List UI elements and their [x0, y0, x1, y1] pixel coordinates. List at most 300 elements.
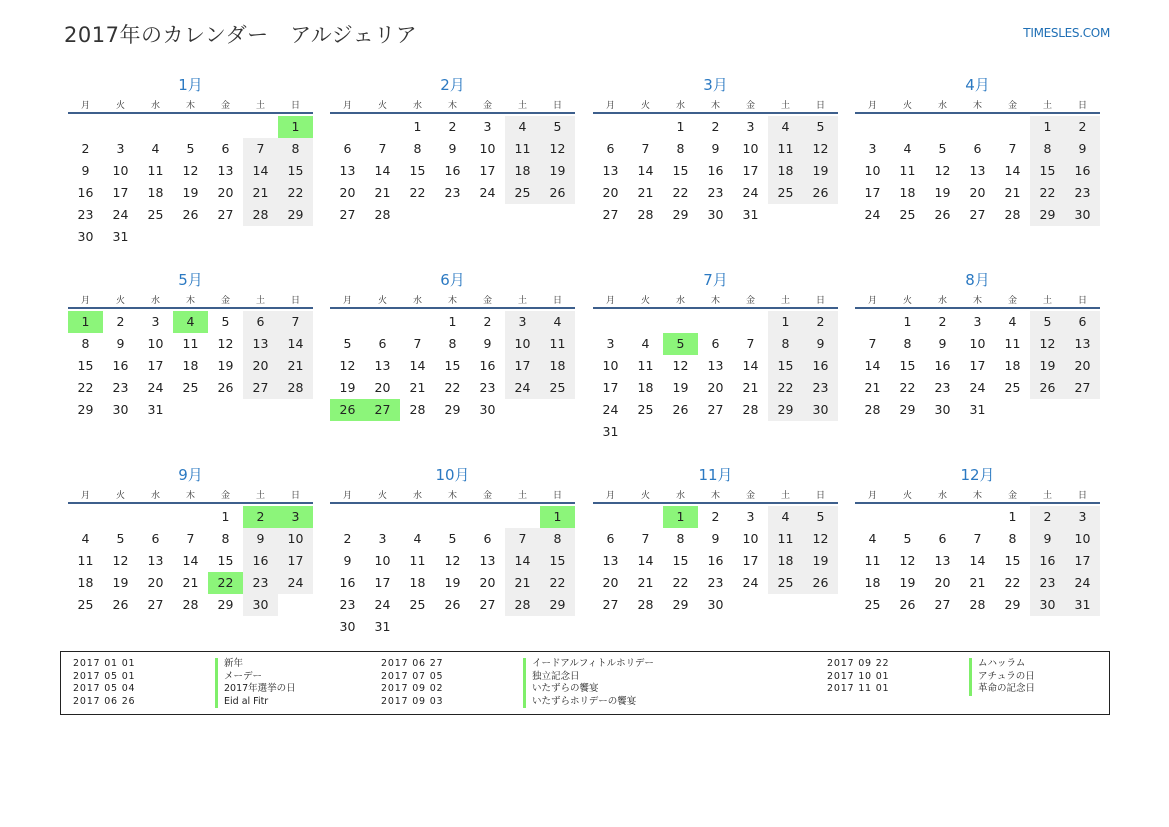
day-cell: 28	[243, 204, 278, 226]
day-cell: 22	[672, 575, 689, 590]
day-cell: 12	[182, 163, 199, 178]
empty-cell	[593, 311, 628, 333]
day-cell: 4	[641, 336, 650, 351]
month-name: 6月	[440, 271, 465, 289]
day-cell: 20	[479, 575, 496, 590]
day-cell: 14	[409, 358, 426, 373]
empty-cell	[628, 116, 663, 138]
weekday-label: 水	[675, 295, 685, 306]
day-cell: 25	[637, 402, 654, 417]
weekday-label: 日	[815, 100, 825, 111]
day-cell: 12	[803, 528, 838, 550]
weekday-label: 金	[745, 490, 755, 501]
legend-item	[369, 658, 654, 671]
weekday-label: 火	[902, 295, 912, 306]
day-cell: 29	[217, 597, 234, 612]
legend-item	[61, 696, 296, 709]
weekday-label: 月	[605, 295, 615, 306]
day-cell: 24	[742, 185, 759, 200]
empty-cell	[663, 311, 698, 333]
day-cell: 28	[742, 402, 759, 417]
day-cell: 7	[868, 336, 877, 351]
month-name: 12月	[960, 466, 995, 484]
day-cell: 25	[540, 377, 575, 399]
day-cell: 21	[182, 575, 199, 590]
day-cell: 22	[540, 572, 575, 594]
day-cell: 8	[676, 141, 685, 156]
day-cell: 3	[746, 119, 755, 134]
weekday-header	[330, 486, 575, 504]
day-cell: 16	[1030, 550, 1065, 572]
day-cell: 10	[1065, 528, 1100, 550]
day-cell: 16	[444, 163, 461, 178]
month-name: 3月	[703, 76, 728, 94]
day-cell: 28	[182, 597, 199, 612]
day-cell: 24	[278, 572, 313, 594]
empty-cell	[365, 116, 400, 138]
day-cell: 9	[81, 163, 90, 178]
day-cell: 23	[1065, 182, 1100, 204]
month-block	[330, 269, 575, 421]
empty-cell	[995, 116, 1030, 138]
day-cell: 8	[1030, 138, 1065, 160]
day-cell: 25	[182, 380, 199, 395]
day-cell: 10	[742, 141, 759, 156]
day-cell: 10	[147, 336, 164, 351]
weekday-header	[855, 486, 1100, 504]
day-cell: 17	[602, 380, 619, 395]
weekday-label: 月	[867, 490, 877, 501]
weekday-header	[330, 291, 575, 309]
day-cell: 1	[768, 311, 803, 333]
day-cell: 16	[479, 358, 496, 373]
day-cell: 20	[602, 575, 619, 590]
day-cell: 18	[1004, 358, 1021, 373]
weekday-label: 土	[1042, 295, 1052, 306]
day-cell: 1	[1030, 116, 1065, 138]
month-block	[330, 464, 575, 638]
day-cell: 31	[742, 207, 759, 222]
weekday-label: 水	[937, 295, 947, 306]
day-cell: 19	[1030, 355, 1065, 377]
holiday-name: 独立記念日	[523, 671, 580, 684]
weekday-label: 金	[220, 490, 230, 501]
day-cell: 19	[899, 575, 916, 590]
day-cell: 2	[243, 506, 278, 528]
holiday-legend	[60, 651, 1110, 715]
weekday-label: 土	[1042, 490, 1052, 501]
day-cell: 20	[243, 355, 278, 377]
day-cell: 13	[707, 358, 724, 373]
day-cell: 16	[803, 355, 838, 377]
day-cell: 21	[505, 572, 540, 594]
day-cell: 17	[742, 553, 759, 568]
day-cell: 15	[672, 163, 689, 178]
legend-item	[61, 658, 296, 671]
day-cell: 29	[672, 207, 689, 222]
weekday-label: 火	[902, 490, 912, 501]
day-grid	[855, 506, 1100, 616]
weekday-label: 火	[115, 100, 125, 111]
day-cell: 29	[540, 594, 575, 616]
empty-cell	[960, 116, 995, 138]
day-cell: 8	[413, 141, 422, 156]
empty-cell	[173, 506, 208, 528]
legend-column	[369, 658, 654, 708]
day-cell: 6	[606, 531, 615, 546]
weekday-label: 月	[867, 295, 877, 306]
day-cell: 18	[409, 575, 426, 590]
day-cell: 6	[343, 141, 352, 156]
holiday-date: 2017 09 02	[381, 683, 444, 694]
day-cell: 5	[221, 314, 230, 329]
weekday-label: 土	[780, 295, 790, 306]
day-cell: 10	[374, 553, 391, 568]
day-cell: 17	[147, 358, 164, 373]
day-cell: 3	[483, 119, 492, 134]
day-cell: 21	[969, 575, 986, 590]
day-cell: 4	[413, 531, 422, 546]
day-cell: 17	[969, 358, 986, 373]
weekday-label: 火	[640, 100, 650, 111]
day-cell: 9	[711, 141, 720, 156]
weekday-label: 日	[1077, 490, 1087, 501]
day-cell: 23	[1030, 572, 1065, 594]
weekday-label: 木	[710, 490, 720, 501]
weekday-label: 火	[115, 490, 125, 501]
holiday-name: ムハッラム	[969, 658, 1025, 671]
day-cell: 12	[899, 553, 916, 568]
month-block	[68, 269, 313, 421]
day-cell: 21	[374, 185, 391, 200]
day-cell: 25	[768, 572, 803, 594]
day-cell: 1	[68, 311, 103, 333]
day-cell: 20	[147, 575, 164, 590]
empty-cell	[138, 506, 173, 528]
day-cell: 10	[505, 333, 540, 355]
day-cell: 28	[637, 207, 654, 222]
day-cell: 4	[173, 311, 208, 333]
day-cell: 30	[479, 402, 496, 417]
day-cell: 15	[899, 358, 916, 373]
empty-cell	[400, 311, 435, 333]
empty-cell	[698, 311, 733, 333]
weekday-label: 木	[185, 490, 195, 501]
day-cell: 6	[938, 531, 947, 546]
weekday-label: 金	[1007, 100, 1017, 111]
day-cell: 23	[707, 575, 724, 590]
day-cell: 13	[147, 553, 164, 568]
empty-cell	[365, 311, 400, 333]
day-cell: 18	[505, 160, 540, 182]
day-cell: 15	[672, 553, 689, 568]
day-cell: 13	[339, 163, 356, 178]
day-cell: 30	[1065, 204, 1100, 226]
day-cell: 18	[768, 160, 803, 182]
day-cell: 15	[409, 163, 426, 178]
day-cell: 12	[217, 336, 234, 351]
day-cell: 5	[803, 506, 838, 528]
day-cell: 4	[81, 531, 90, 546]
weekday-header	[855, 291, 1100, 309]
day-cell: 13	[934, 553, 951, 568]
day-cell: 31	[147, 402, 164, 417]
empty-cell	[855, 116, 890, 138]
weekday-label: 金	[1007, 490, 1017, 501]
month-name: 9月	[178, 466, 203, 484]
day-cell: 9	[483, 336, 492, 351]
day-cell: 17	[479, 163, 496, 178]
day-cell: 19	[934, 185, 951, 200]
day-cell: 22	[208, 572, 243, 594]
day-cell: 25	[77, 597, 94, 612]
day-cell: 8	[768, 333, 803, 355]
day-cell: 14	[374, 163, 391, 178]
day-cell: 6	[1065, 311, 1100, 333]
weekday-label: 土	[255, 100, 265, 111]
day-cell: 9	[243, 528, 278, 550]
day-cell: 26	[540, 182, 575, 204]
day-cell: 4	[540, 311, 575, 333]
weekday-label: 月	[80, 100, 90, 111]
day-cell: 13	[602, 553, 619, 568]
day-cell: 14	[182, 553, 199, 568]
weekday-label: 金	[220, 295, 230, 306]
day-cell: 29	[444, 402, 461, 417]
day-cell: 5	[1030, 311, 1065, 333]
day-cell: 28	[505, 594, 540, 616]
day-cell: 29	[672, 597, 689, 612]
empty-cell	[330, 116, 365, 138]
day-cell: 10	[969, 336, 986, 351]
day-cell: 26	[934, 207, 951, 222]
day-cell: 5	[186, 141, 195, 156]
day-cell: 17	[505, 355, 540, 377]
day-cell: 5	[803, 116, 838, 138]
day-cell: 22	[899, 380, 916, 395]
day-cell: 27	[602, 207, 619, 222]
day-cell: 27	[365, 399, 400, 421]
weekday-label: 月	[342, 295, 352, 306]
weekday-label: 木	[447, 295, 457, 306]
day-grid	[855, 116, 1100, 226]
weekday-header	[593, 96, 838, 114]
day-cell: 23	[444, 185, 461, 200]
day-cell: 26	[330, 399, 365, 421]
weekday-label: 月	[80, 295, 90, 306]
day-cell: 4	[151, 141, 160, 156]
empty-cell	[628, 506, 663, 528]
day-cell: 27	[147, 597, 164, 612]
day-cell: 16	[934, 358, 951, 373]
day-cell: 18	[899, 185, 916, 200]
day-cell: 20	[1065, 355, 1100, 377]
month-name: 5月	[178, 271, 203, 289]
legend-item	[61, 683, 296, 696]
day-cell: 10	[278, 528, 313, 550]
day-cell: 2	[803, 311, 838, 333]
day-cell: 2	[81, 141, 90, 156]
month-block	[330, 74, 575, 226]
holiday-date: 2017 11 01	[827, 683, 890, 694]
day-cell: 2	[116, 314, 125, 329]
legend-column	[815, 658, 1035, 696]
weekday-label: 水	[412, 100, 422, 111]
day-cell: 12	[540, 138, 575, 160]
day-cell: 5	[116, 531, 125, 546]
weekday-label: 金	[745, 295, 755, 306]
day-cell: 25	[864, 597, 881, 612]
day-cell: 3	[746, 509, 755, 524]
day-cell: 11	[637, 358, 654, 373]
day-grid	[68, 116, 313, 248]
day-cell: 31	[374, 619, 391, 634]
empty-cell	[68, 506, 103, 528]
day-cell: 8	[676, 531, 685, 546]
day-cell: 19	[112, 575, 129, 590]
day-cell: 22	[444, 380, 461, 395]
day-cell: 9	[803, 333, 838, 355]
weekday-label: 月	[867, 100, 877, 111]
weekday-label: 金	[482, 490, 492, 501]
weekday-label: 金	[745, 100, 755, 111]
empty-cell	[243, 116, 278, 138]
weekday-label: 月	[605, 100, 615, 111]
day-cell: 3	[606, 336, 615, 351]
day-cell: 10	[479, 141, 496, 156]
day-cell: 6	[378, 336, 387, 351]
legend-column	[61, 658, 296, 708]
empty-cell	[890, 116, 925, 138]
weekday-header	[855, 96, 1100, 114]
day-cell: 25	[768, 182, 803, 204]
day-cell: 17	[112, 185, 129, 200]
day-cell: 11	[1004, 336, 1021, 351]
weekday-label: 金	[220, 100, 230, 111]
holiday-date: 2017 05 04	[73, 683, 136, 694]
day-cell: 19	[339, 380, 356, 395]
day-cell: 24	[479, 185, 496, 200]
holiday-name: 2017年選挙の日	[215, 683, 296, 696]
day-cell: 30	[112, 402, 129, 417]
day-cell: 21	[243, 182, 278, 204]
day-cell: 24	[864, 207, 881, 222]
day-cell: 4	[505, 116, 540, 138]
day-cell: 5	[343, 336, 352, 351]
day-cell: 18	[77, 575, 94, 590]
month-block	[855, 269, 1100, 421]
day-cell: 18	[147, 185, 164, 200]
weekday-label: 木	[185, 100, 195, 111]
day-cell: 15	[540, 550, 575, 572]
weekday-label: 火	[902, 100, 912, 111]
day-cell: 13	[374, 358, 391, 373]
empty-cell	[890, 506, 925, 528]
month-name: 2月	[440, 76, 465, 94]
day-cell: 6	[973, 141, 982, 156]
day-cell: 26	[899, 597, 916, 612]
day-cell: 12	[339, 358, 356, 373]
weekday-label: 水	[150, 100, 160, 111]
day-cell: 24	[112, 207, 129, 222]
weekday-label: 土	[517, 100, 527, 111]
day-cell: 19	[540, 160, 575, 182]
weekday-label: 日	[290, 100, 300, 111]
day-grid	[330, 506, 575, 638]
day-cell: 11	[864, 553, 881, 568]
day-cell: 30	[77, 229, 94, 244]
weekday-label: 水	[937, 490, 947, 501]
weekday-label: 水	[150, 295, 160, 306]
empty-cell	[330, 311, 365, 333]
day-cell: 28	[864, 402, 881, 417]
empty-cell	[593, 506, 628, 528]
day-cell: 1	[278, 116, 313, 138]
weekday-label: 水	[675, 100, 685, 111]
day-cell: 26	[217, 380, 234, 395]
day-cell: 27	[479, 597, 496, 612]
day-cell: 29	[768, 399, 803, 421]
day-cell: 18	[768, 550, 803, 572]
weekday-label: 土	[517, 295, 527, 306]
day-cell: 22	[77, 380, 94, 395]
day-cell: 7	[413, 336, 422, 351]
day-cell: 30	[243, 594, 278, 616]
empty-cell	[400, 506, 435, 528]
legend-item	[369, 696, 654, 709]
empty-cell	[103, 116, 138, 138]
day-cell: 15	[1030, 160, 1065, 182]
day-cell: 26	[803, 572, 838, 594]
day-cell: 13	[602, 163, 619, 178]
day-cell: 24	[505, 377, 540, 399]
day-cell: 25	[409, 597, 426, 612]
weekday-label: 火	[640, 295, 650, 306]
day-cell: 30	[934, 402, 951, 417]
day-cell: 27	[934, 597, 951, 612]
day-cell: 1	[221, 509, 230, 524]
weekday-header	[593, 291, 838, 309]
weekday-label: 日	[1077, 295, 1087, 306]
day-cell: 27	[602, 597, 619, 612]
empty-cell	[208, 116, 243, 138]
day-cell: 15	[77, 358, 94, 373]
day-cell: 1	[676, 119, 685, 134]
day-cell: 3	[973, 314, 982, 329]
day-cell: 23	[112, 380, 129, 395]
day-cell: 24	[147, 380, 164, 395]
day-cell: 10	[742, 531, 759, 546]
day-cell: 13	[969, 163, 986, 178]
weekday-label: 金	[482, 295, 492, 306]
day-cell: 18	[637, 380, 654, 395]
day-cell: 24	[1065, 572, 1100, 594]
month-name: 1月	[178, 76, 203, 94]
day-cell: 15	[278, 160, 313, 182]
day-cell: 26	[1030, 377, 1065, 399]
holiday-name: 革命の記念日	[969, 683, 1035, 696]
weekday-label: 木	[710, 295, 720, 306]
day-cell: 27	[217, 207, 234, 222]
day-cell: 9	[116, 336, 125, 351]
day-cell: 23	[707, 185, 724, 200]
day-cell: 27	[1065, 377, 1100, 399]
day-cell: 24	[742, 575, 759, 590]
day-cell: 14	[1004, 163, 1021, 178]
day-cell: 4	[868, 531, 877, 546]
day-cell: 31	[1065, 594, 1100, 616]
day-cell: 26	[803, 182, 838, 204]
